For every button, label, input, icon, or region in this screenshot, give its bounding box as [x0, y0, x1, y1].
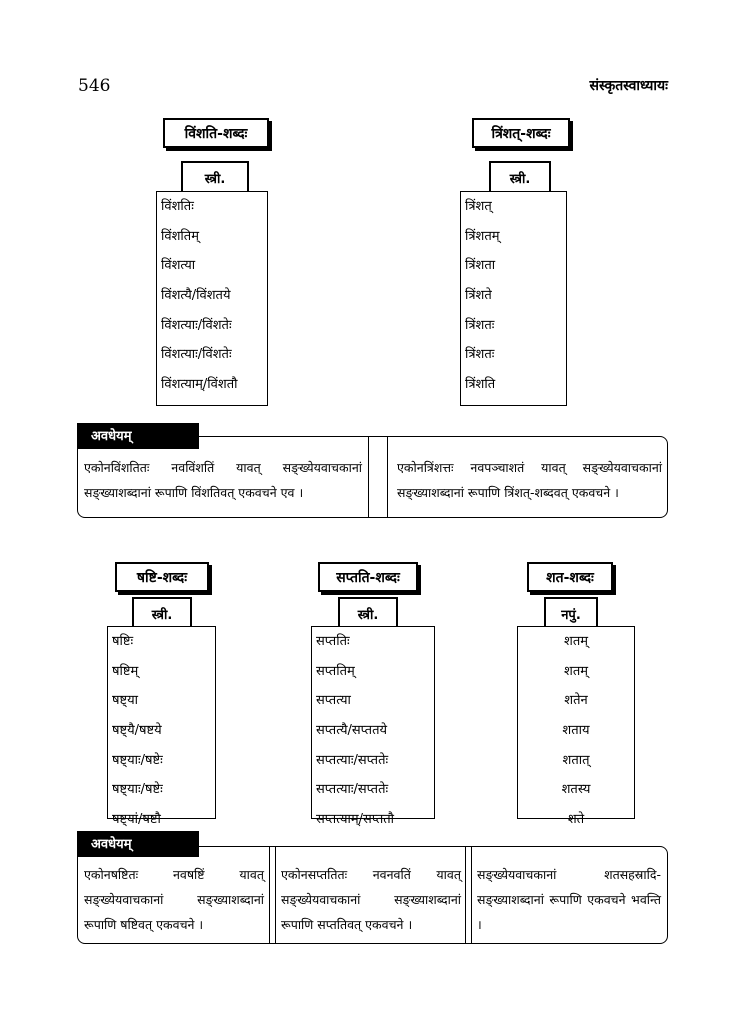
- note-label-top: अवधेयम्: [77, 423, 199, 449]
- note-divider: [269, 846, 270, 944]
- declension-form: शताय: [562, 723, 590, 739]
- note-divider: [275, 846, 276, 944]
- table-title-trimshat: त्रिंशत्-शब्दः: [472, 118, 570, 148]
- declension-form: सप्तत्याः/सप्ततेः: [316, 752, 389, 768]
- note-divider: [368, 436, 369, 518]
- declension-form: त्रिंशता: [465, 258, 496, 274]
- declension-form: सप्तत्यै/सप्ततये: [316, 723, 388, 739]
- declension-form: षष्ट्याः/षष्टेः: [112, 782, 163, 798]
- forms-list-shata: [517, 626, 635, 828]
- note-divider: [465, 846, 466, 944]
- note-label-bottom: अवधेयम्: [77, 831, 199, 857]
- note-divider: [471, 846, 472, 944]
- gender-tab-trimshat: स्त्री.: [489, 161, 551, 191]
- declension-form: शतस्य: [561, 782, 591, 798]
- declension-form: विंशत्याः/विंशतेः: [161, 347, 232, 363]
- note-text-bottom-2: एकोनसप्ततितः नवनवतिं यावत् सङ्ख्येयवाचकानां सङ्ख्याशब्दानां रूपाणि सप्ततिवत् एकवचने ।: [281, 867, 461, 932]
- table-title-shata: शत-शब्दः: [527, 562, 613, 592]
- declension-form: षष्टिः: [112, 634, 134, 649]
- declension-form: सप्तत्याः/सप्ततेः: [316, 782, 389, 798]
- declension-form: शतम्: [563, 663, 589, 679]
- note-text-bottom-1: एकोनषष्टितः नवषष्टिं यावत् सङ्ख्येयवाचकानां सङ्ख्याशब्दानां रूपाणि षष्टिवत् एकवचने ।: [84, 867, 264, 932]
- table-title-shashti: षष्टि-शब्दः: [115, 562, 209, 592]
- declension-form: त्रिंशतः: [465, 317, 495, 333]
- declension-form: षष्ट्यै/षष्टये: [112, 723, 162, 739]
- declension-form: विंशत्याः/विंशतेः: [161, 317, 232, 333]
- declension-form: षष्ट्यां/षष्टौ: [112, 812, 161, 828]
- declension-form: सप्तत्या: [316, 693, 351, 709]
- declension-form: त्रिंशते: [465, 288, 492, 304]
- note-text-top-2: एकोनत्रिंशत्तः नवपञ्चाशतं यावत् सङ्ख्येयवाचकानां सङ्ख्याशब्दानां रूपाणि त्रिंशत्-शब्दवत् एकवचने ।: [397, 460, 662, 500]
- declension-form: शतात्: [562, 752, 590, 768]
- declension-form: षष्ट्याः/षष्टेः: [112, 752, 163, 768]
- gender-tab-shashti: स्त्री.: [132, 597, 192, 627]
- note-divider: [387, 436, 388, 518]
- declension-form: सप्तत्याम्/सप्ततौ: [316, 812, 395, 828]
- gender-tab-saptati: स्त्री.: [338, 597, 398, 627]
- page-number: 546: [78, 76, 111, 96]
- gender-tab-shata: नपुं.: [544, 597, 598, 627]
- gender-tab-vimshati: स्त्री.: [181, 161, 249, 191]
- declension-form: षष्ट्या: [112, 693, 139, 709]
- declension-form: शते: [567, 812, 585, 828]
- table-title-vimshati: विंशति-शब्दः: [163, 118, 269, 148]
- declension-form: विंशतिः: [161, 199, 194, 214]
- note-text-bottom-3: सङ्ख्येयवाचकानां शतसहस्रादि-सङ्ख्याशब्दानां रूपाणि एकवचने भवन्ति ।: [477, 867, 661, 932]
- declension-form: विंशतिम्: [161, 228, 199, 244]
- declension-form: सप्ततिम्: [316, 663, 355, 679]
- declension-form: त्रिंशतम्: [465, 228, 500, 244]
- declension-form: षष्टिम्: [112, 663, 139, 679]
- declension-form: शतम्: [563, 634, 589, 649]
- forms-list-trimshat: [460, 191, 567, 406]
- declension-form: सप्ततिः: [316, 634, 350, 649]
- note-text-top-1: एकोनविंशतितः नवविंशतिं यावत् सङ्ख्येयवाचकानां सङ्ख्याशब्दानां रूपाणि विंशतिवत् एकवचने एव ।: [84, 460, 362, 500]
- running-title: संस्कृतस्वाध्यायः: [589, 78, 668, 94]
- declension-form: त्रिंशतः: [465, 347, 495, 363]
- forms-list-vimshati: [156, 191, 268, 406]
- declension-form: विंशत्याम्/विंशतौ: [161, 377, 238, 393]
- forms-list-saptati: [311, 626, 435, 828]
- declension-form: त्रिंशत्: [465, 199, 492, 214]
- forms-list-shashti: [107, 626, 216, 828]
- table-title-saptati: सप्तति-शब्दः: [318, 562, 418, 592]
- declension-form: विंशत्या: [161, 258, 196, 274]
- declension-form: विंशत्यै/विंशतये: [161, 288, 231, 304]
- declension-form: शतेन: [564, 693, 588, 709]
- declension-form: त्रिंशति: [465, 377, 496, 393]
